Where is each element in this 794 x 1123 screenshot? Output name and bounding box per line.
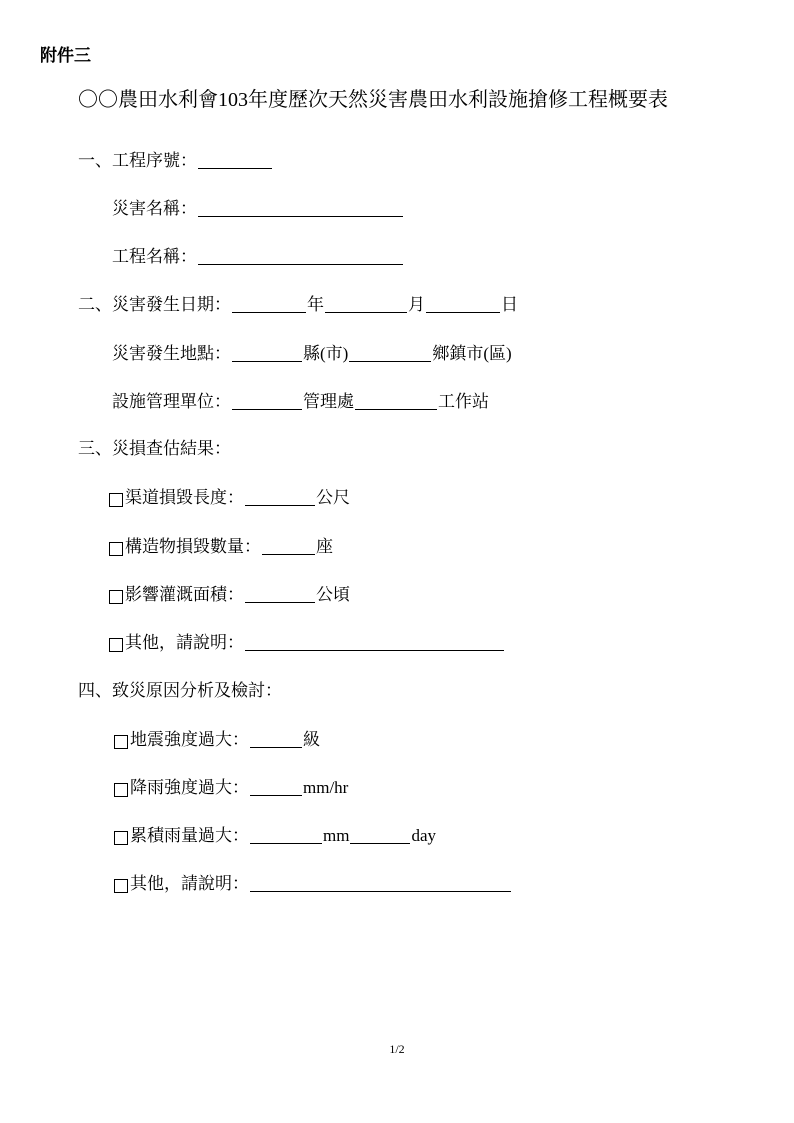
form-title: 〇〇農田水利會103年度歷次天然災害農田水利設施搶修工程概要表 — [78, 89, 668, 111]
page-number: 1/2 — [389, 1042, 405, 1056]
channel-length-field[interactable] — [245, 490, 315, 506]
damage-area-row — [109, 586, 350, 603]
day-field[interactable] — [426, 297, 500, 313]
damage-item-label: 影響灌溉面積： — [125, 585, 244, 604]
cause-cumulative-rain-row — [114, 827, 436, 844]
damage-item-unit: 公尺 — [316, 488, 350, 507]
cumulative-rain-field[interactable] — [250, 828, 322, 844]
cause-item-label: 累積雨量過大： — [130, 826, 249, 845]
section2-heading: 二、災害發生日期： — [78, 295, 231, 314]
township-label: 鄉鎮市(區) — [432, 344, 512, 363]
station-label: 工作站 — [438, 392, 489, 411]
cause-item-unit: 級 — [303, 730, 320, 749]
day-label: 日 — [501, 295, 518, 314]
checkbox[interactable] — [114, 783, 128, 797]
cause-item-unit: mm/hr — [303, 778, 349, 797]
checkbox[interactable] — [109, 638, 123, 652]
project-name-field[interactable] — [198, 249, 403, 265]
project-name-row — [112, 248, 404, 265]
month-label: 月 — [408, 295, 425, 314]
damage-channel-row — [109, 489, 350, 506]
checkbox[interactable] — [114, 831, 128, 845]
damage-item-label: 其他，請說明： — [125, 633, 244, 652]
damage-item-unit: 公頃 — [316, 585, 350, 604]
cause-earthquake-row — [114, 731, 320, 748]
structure-count-field[interactable] — [262, 539, 315, 555]
damage-structure-row — [109, 538, 333, 555]
damage-item-label: 渠道損毀長度： — [125, 488, 244, 507]
county-field[interactable] — [232, 346, 302, 362]
cause-other-row — [114, 875, 512, 892]
damage-item-unit: 座 — [316, 537, 333, 556]
rain-intensity-field[interactable] — [250, 780, 302, 796]
cause-item-label: 降雨強度過大： — [130, 778, 249, 797]
cause-item-label: 其他，請說明： — [130, 874, 249, 893]
disaster-name-field[interactable] — [198, 201, 403, 217]
management-label: 設施管理單位： — [112, 392, 231, 411]
cause-rain-intensity-row — [114, 779, 348, 796]
year-label: 年 — [307, 295, 324, 314]
management-row — [112, 393, 489, 410]
station-field[interactable] — [355, 394, 437, 410]
location-row — [112, 345, 512, 362]
damage-other-row — [109, 634, 505, 651]
section2-row — [78, 296, 518, 313]
cumulative-days-field[interactable] — [350, 828, 410, 844]
section1-row — [78, 152, 273, 169]
cause-item-label: 地震強度過大： — [130, 730, 249, 749]
other-cause-field[interactable] — [250, 876, 511, 892]
damage-item-label: 構造物損毀數量： — [125, 537, 261, 556]
irrigation-area-field[interactable] — [245, 587, 315, 603]
section4-heading: 四、致災原因分析及檢討： — [78, 681, 282, 700]
project-number-field[interactable] — [198, 153, 272, 169]
township-field[interactable] — [349, 346, 431, 362]
section3-heading: 三、災損查估結果： — [78, 439, 231, 458]
other-damage-field[interactable] — [245, 635, 504, 651]
office-field[interactable] — [232, 394, 302, 410]
location-label: 災害發生地點： — [112, 344, 231, 363]
county-label: 縣(市) — [303, 344, 349, 363]
project-name-label: 工程名稱： — [112, 247, 197, 266]
checkbox[interactable] — [109, 590, 123, 604]
cause-item-unit2: day — [411, 826, 436, 845]
disaster-name-label: 災害名稱： — [112, 199, 197, 218]
checkbox[interactable] — [109, 542, 123, 556]
year-field[interactable] — [232, 297, 306, 313]
earthquake-field[interactable] — [250, 732, 302, 748]
office-label: 管理處 — [303, 392, 354, 411]
disaster-name-row — [112, 200, 404, 217]
checkbox[interactable] — [114, 735, 128, 749]
checkbox[interactable] — [114, 879, 128, 893]
section1-heading: 一、工程序號： — [78, 151, 197, 170]
cause-item-unit: mm — [323, 826, 350, 845]
attachment-label: 附件三 — [40, 46, 91, 65]
checkbox[interactable] — [109, 493, 123, 507]
month-field[interactable] — [325, 297, 407, 313]
